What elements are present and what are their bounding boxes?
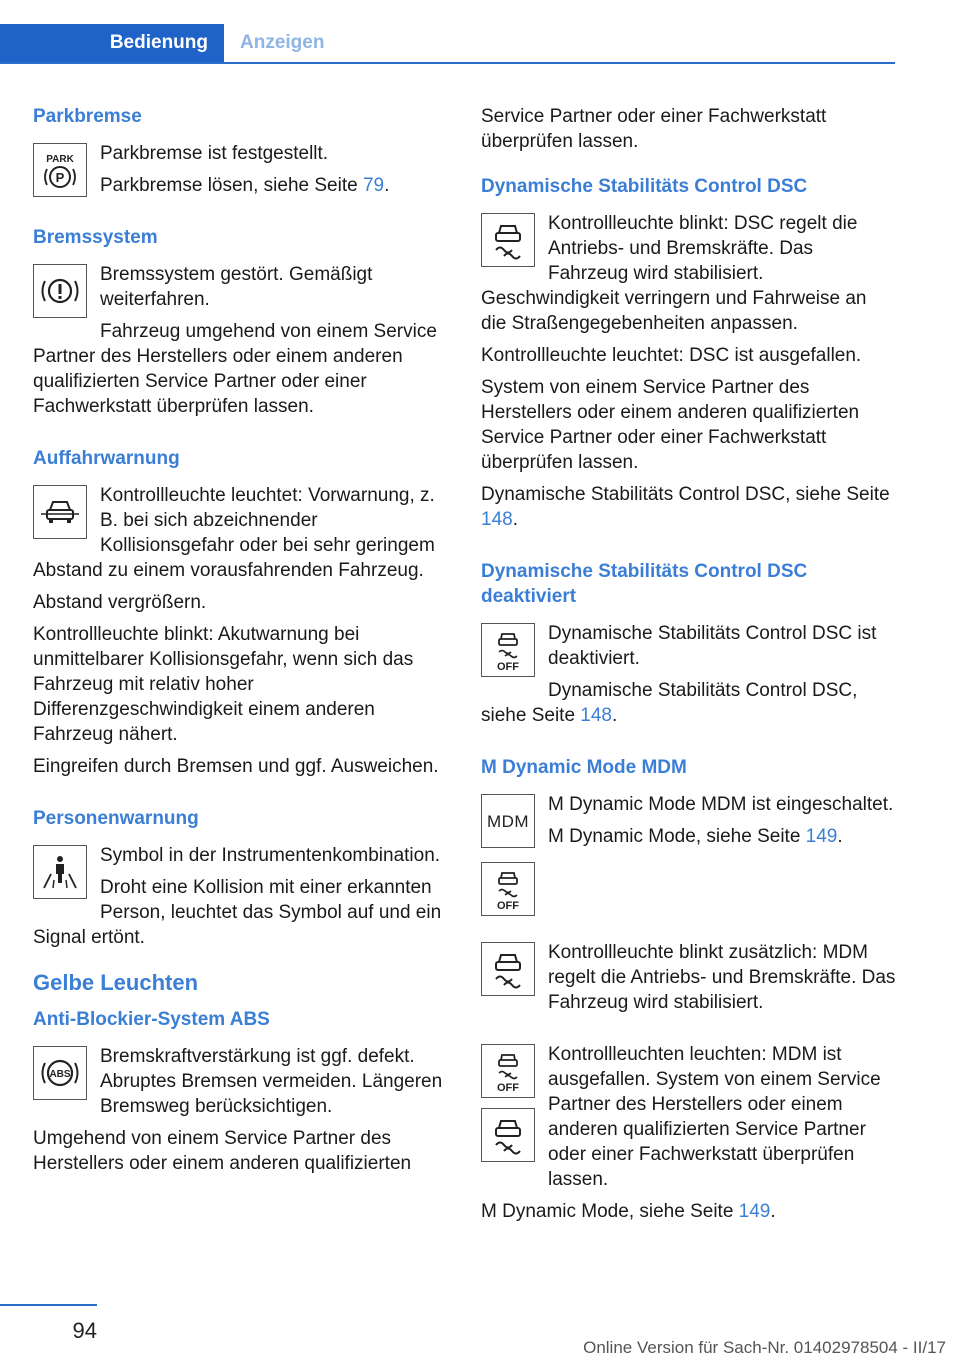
section-dsc-off — [481, 559, 897, 735]
page-link-149[interactable]: 149 — [805, 826, 838, 847]
footer-rule — [0, 1304, 97, 1306]
abs-text-2: Umgehend von einem Service Partner des Herstellers oder einem anderen qualifizierten — [33, 1128, 412, 1174]
section-auffahrwarnung — [33, 446, 449, 786]
dsc-off-icon — [481, 623, 535, 677]
section-personenwarnung — [33, 806, 449, 957]
mdm-icon: MDM — [481, 794, 535, 848]
mdm-text-1: M Dynamic Mode MDM ist eingeschaltet. — [548, 794, 894, 815]
svg-text:P: P — [55, 170, 65, 185]
section-bremssystem — [33, 225, 449, 426]
svg-text:PARK: PARK — [46, 154, 74, 165]
dsc-icon — [481, 1108, 535, 1162]
mdm-text-2: M Dynamic Mode, siehe Seite 149. — [548, 826, 843, 847]
heading-parkbremse: Parkbremse — [33, 106, 142, 127]
page-number: 94 — [72, 1318, 97, 1343]
section-mdm — [481, 755, 897, 1224]
mdm-text-5: M Dynamic Mode, siehe Seite 149. — [481, 1201, 776, 1222]
bremssystem-text-2: Fahrzeug umgehend von einem Service Partner des Herstellers oder einem anderen qualifizierten Service Partner oder einer Fachwerkstatt überprüfen lassen. — [33, 321, 437, 417]
dsc-text-1: Kontrollleuchte blinkt: DSC regelt die Antriebs- und Bremskräfte. Das Fahrzeug wird stabilisiert. Geschwindigkeit verringern und Fahrweise an die Straßengegebenheiten anpassen. — [481, 213, 867, 334]
continued-text: Service Partner oder einer Fachwerkstatt überprüfen lassen. — [481, 106, 827, 152]
right-column — [481, 104, 897, 1231]
dsc-icon — [481, 942, 535, 996]
abs-icon — [33, 1046, 87, 1100]
page-link-79[interactable]: 79 — [362, 175, 385, 196]
section-parkbremse — [33, 104, 449, 205]
page-link-148b[interactable]: 148 — [580, 705, 612, 726]
svg-text:OFF: OFF — [497, 661, 519, 672]
heading-bremssystem: Bremssystem — [33, 227, 158, 248]
svg-text:ABS: ABS — [49, 1069, 71, 1080]
header-tabbar — [0, 24, 895, 64]
dsc-text-3: System von einem Service Partner des Herstellers oder einem anderen qualifizierten Service Partner oder einer Fachwerkstatt überprüfen lassen. — [481, 377, 860, 473]
auffahr-text-2: Abstand vergrößern. — [33, 592, 207, 613]
dsc-icon — [481, 213, 535, 267]
bremssystem-text-1: Bremssystem gestört. Gemäßigt weiterfahren. — [100, 264, 373, 310]
dsc-text-2: Kontrollleuchte leuchtet: DSC ist ausgefallen. — [481, 345, 862, 366]
svg-text:OFF: OFF — [497, 900, 519, 911]
dscoff-text-1: Dynamische Stabilitäts Control DSC ist deaktiviert. — [548, 623, 877, 669]
page-link-149b[interactable]: 149 — [738, 1201, 771, 1222]
dsc-off-icon — [481, 862, 535, 916]
auffahr-text-4: Eingreifen durch Bremsen und ggf. Ausweichen. — [33, 756, 439, 777]
heading-dsc-off: Dynamische Stabilitäts Control DSC deaktiviert — [481, 561, 808, 607]
heading-gelbe-leuchten: Gelbe Leuchten — [33, 970, 199, 995]
heading-abs: Anti-Blockier-System ABS — [33, 1009, 270, 1030]
mdm-text-4: Kontrollleuchten leuchten: MDM ist ausgefallen. System von einem Service Partner des Herstellers oder einem anderen qualifizierten Service Partner oder einer Fachwerkstatt überprüfen lassen. — [548, 1044, 881, 1190]
dsc-text-4: Dynamische Stabilitäts Control DSC, siehe Seite 148. — [481, 484, 890, 530]
dscoff-text-2: Dynamische Stabilitäts Control DSC, siehe Seite 148. — [481, 680, 858, 726]
collision-warning-icon — [33, 485, 87, 539]
tab-anzeigen[interactable]: Anzeigen — [240, 32, 325, 53]
auffahr-text-1: Kontrollleuchte leuchtet: Vorwarnung, z. B. bei sich abzeichnender Kollisionsgefahr oder bei sehr geringem Abstand zu einem vorausfahrenden Fahrzeug. — [33, 485, 435, 581]
heading-dsc: Dynamische Stabilitäts Control DSC — [481, 176, 808, 197]
svg-text:OFF: OFF — [497, 1082, 519, 1093]
park-brake-icon — [33, 143, 87, 197]
dsc-off-icon — [481, 1044, 535, 1098]
mdm-text-3: Kontrollleuchte blinkt zusätzlich: MDM regelt die Antriebs- und Bremskräfte. Das Fahrzeug wird stabilisiert. — [548, 942, 896, 1013]
auffahr-text-3: Kontrollleuchte blinkt: Akutwarnung bei unmittelbarer Kollisionsgefahr, wenn sich das Fahrzeug mit relativ hoher Differenzgeschwindigkeit einem anderen Fahrzeug nähert. — [33, 624, 414, 745]
abs-text-1: Bremskraftverstärkung ist ggf. defekt. Abruptes Bremsen vermeiden. Längeren Bremsweg berücksichtigen. — [100, 1046, 443, 1117]
left-column — [33, 104, 449, 1183]
footer-online-version: Online Version für Sach-Nr. 01402978504 - II/17 — [583, 1338, 946, 1357]
parkbremse-text-2: Parkbremse lösen, siehe Seite 79. — [100, 175, 390, 196]
tab-bedienung[interactable]: Bedienung — [0, 24, 224, 62]
section-abs — [33, 1007, 449, 1183]
heading-mdm: M Dynamic Mode MDM — [481, 757, 687, 778]
pedestrian-warning-icon — [33, 845, 87, 899]
section-dsc — [481, 174, 897, 539]
parkbremse-text-1: Parkbremse ist festgestellt. — [100, 143, 329, 164]
brake-warning-icon — [33, 264, 87, 318]
person-text-2: Droht eine Kollision mit einer erkannten Person, leuchtet das Symbol auf und ein Signal ertönt. — [33, 877, 442, 948]
heading-auffahrwarnung: Auffahrwarnung — [33, 448, 180, 469]
person-text-1: Symbol in der Instrumentenkombination. — [100, 845, 441, 866]
page-link-148[interactable]: 148 — [481, 509, 513, 530]
heading-personenwarnung: Personenwarnung — [33, 808, 199, 829]
